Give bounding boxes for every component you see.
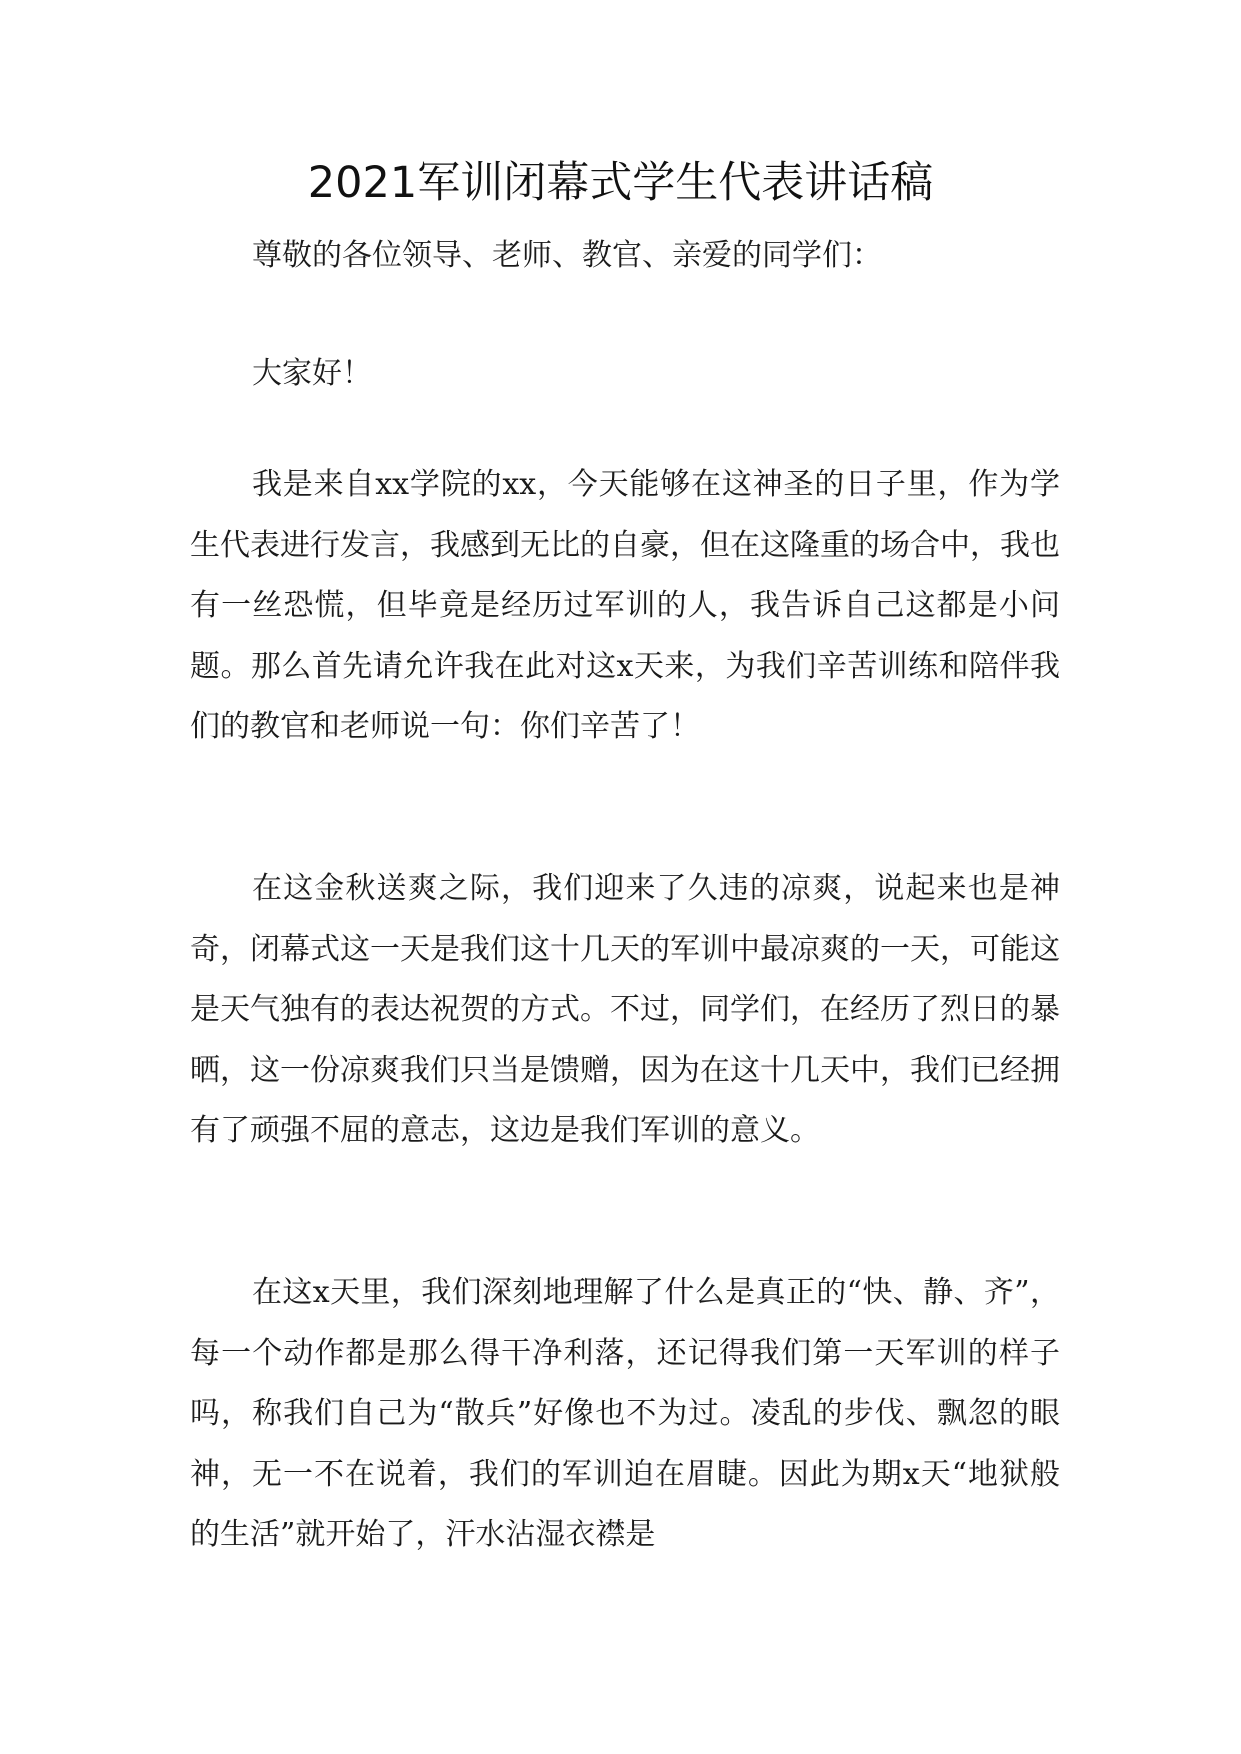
greeting-text: 大家好！ xyxy=(252,356,372,391)
paragraph-3-block xyxy=(190,1263,1060,1566)
paragraph-1-block xyxy=(190,455,1060,758)
salutation-block xyxy=(190,226,1060,287)
paragraph-1: 我是来自xx学院的xx，今天能够在这神圣的日子里，作为学生代表进行发言，我感到无比的自豪，但在这隆重的场合中，我也有一丝恐慌，但毕竟是经历过军训的人，我告诉自己这都是小问题。那么首先请允许我在此对这x天来，为我们辛苦训练和陪伴我们的教官和老师说一句：你们辛苦了！ xyxy=(190,467,1060,744)
paragraph-3: 在这x天里，我们深刻地理解了什么是真正的“快、静、齐”，每一个动作都是那么得干净利落，还记得我们第一天军训的样子吗，称我们自己为“散兵”好像也不为过。凌乱的步伐、飘忽的眼神，无一不在说着，我们的军训迫在眉睫。因此为期x天“地狱般的生活”就开始了，汗水沾湿衣襟是 xyxy=(190,1275,1060,1552)
paragraph-2-block xyxy=(190,859,1060,1162)
salutation-text: 尊敬的各位领导、老师、教官、亲爱的同学们： xyxy=(252,238,882,273)
document-title: 2021军训闭幕式学生代表讲话稿 xyxy=(307,158,934,208)
paragraph-2: 在这金秋送爽之际，我们迎来了久违的凉爽，说起来也是神奇，闭幕式这一天是我们这十几天的军训中最凉爽的一天，可能这是天气独有的表达祝贺的方式。不过，同学们，在经历了烈日的暴晒，这一份凉爽我们只当是馈赠，因为在这十几天中，我们已经拥有了顽强不屈的意志，这边是我们军训的意义。 xyxy=(190,871,1060,1148)
greeting-block xyxy=(190,344,1060,405)
